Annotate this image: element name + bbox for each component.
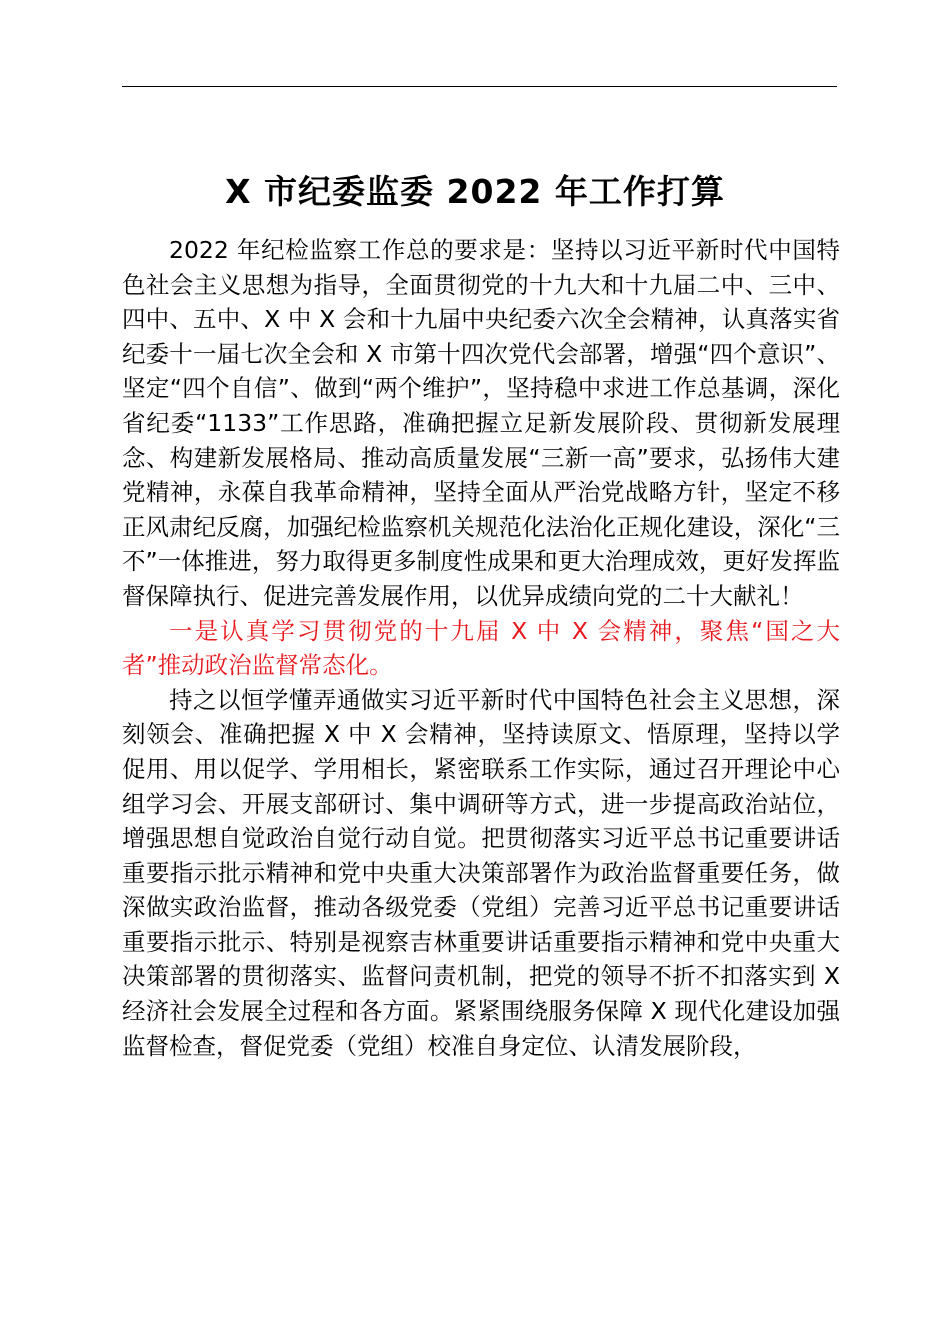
- document-body: [122, 233, 840, 1063]
- section-1-paragraph: 持之以恒学懂弄通做实习近平新时代中国特色社会主义思想，深刻领会、准确把握 X 中 X 会精神，坚持读原文、悟原理，坚持以学促用、用以促学、学用相长，紧密联系工作实际，通过召开理论中心组学习会、开展支部研讨、集中调研等方式，进一步提高政治站位，增强思想自觉政治自觉行动自觉。把贯彻落实习近平总书记重要讲话重要指示批示精神和党中央重大决策部署作为政治监督重要任务，做深做实政治监督，推动各级党委（党组）完善习近平总书记重要讲话重要指示批示、特别是视察吉林重要讲话重要指示精神和党中央重大决策部署的贯彻落实、监督问责机制，把党的领导不折不扣落实到 X 经济社会发展全过程和各方面。紧紧围绕服务保障 X 现代化建设加强监督检查，督促党委（党组）校准自身定位、认清发展阶段，: [122, 685, 840, 1060]
- document-title: X 市纪委监委 2022 年工作打算: [225, 172, 725, 211]
- intro-paragraph: 2022 年纪检监察工作总的要求是：坚持以习近平新时代中国特色社会主义思想为指导，全面贯彻党的十九大和十九届二中、三中、四中、五中、X 中 X 会和十九届中央纪委六次全会精神，认真落实省纪委十一届七次全会和 X 市第十四次党代会部署，增强“四个意识”、坚定“四个自信”、做到“两个维护”，坚持稳中求进工作总基调，深化省纪委“1133”工作思路，准确把握立足新发展阶段、贯彻新发展理念、构建新发展格局、推动高质量发展“三新一高”要求，弘扬伟大建党精神，永葆自我革命精神，坚持全面从严治党战略方针，坚定不移正风肃纪反腐，加强纪检监察机关规范化法治化正规化建设，深化“三不”一体推进，努力取得更多制度性成果和更大治理成效，更好发挥监督保障执行、促进完善发展作用，以优异成绩向党的二十大献礼！: [122, 236, 840, 610]
- section-heading-1: 一是认真学习贯彻党的十九届 X 中 X 会精神，聚焦“国之大者”推动政治监督常态化。: [122, 616, 840, 680]
- header-rule: [122, 86, 837, 87]
